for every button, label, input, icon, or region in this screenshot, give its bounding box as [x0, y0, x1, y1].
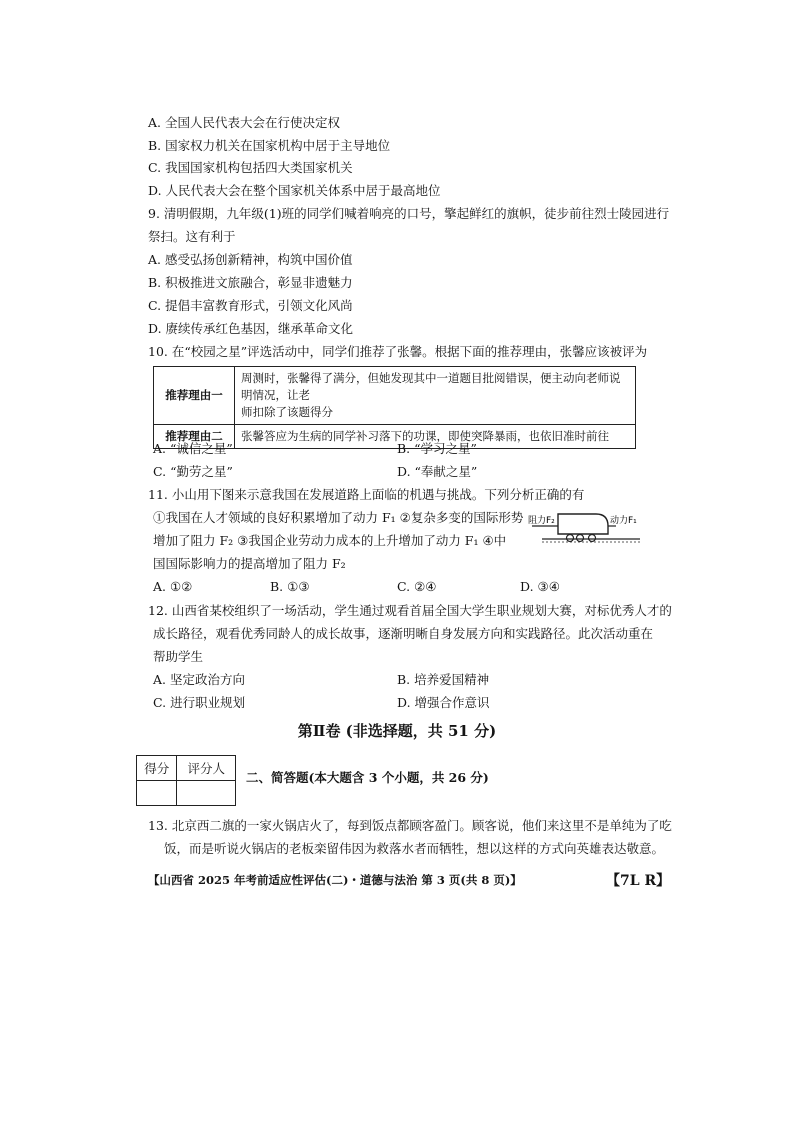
score-cell	[137, 781, 177, 806]
q12-stem-line3: 帮助学生	[153, 649, 204, 664]
q12-option-c: C. 进行职业规划	[153, 695, 246, 710]
q9-stem-line2: 祭扫。这有利于	[148, 229, 236, 244]
q12-stem-line1: 12. 山西省某校组织了一场活动，学生通过观看首届全国大学生职业规划大赛，对标优秀人才的	[148, 603, 672, 618]
q9-option-b: B. 积极推进文旅融合，彰显非遗魅力	[148, 275, 353, 290]
page-footer: 【山西省 2025 年考前适应性评估(二)・道德与法治 第 3 页(共 8 页)】	[148, 873, 522, 887]
q11-option-c: C. ②④	[397, 579, 437, 594]
q9-stem-line1: 9. 清明假期，九年级(1)班的同学们喊着响亮的口号，擎起鲜红的旗帜，徒步前往烈士陵园进行	[148, 206, 670, 221]
q11-statement-line1: ①我国在人才领域的良好积累增加了动力 F₁ ②复杂多变的国际形势	[153, 510, 524, 525]
q9-option-c: C. 提倡丰富教育形式，引领文化风尚	[148, 298, 353, 313]
q11-stem: 11. 小山用下图来示意我国在发展道路上面临的机遇与挑战。下列分析正确的有	[148, 487, 585, 502]
reason1-line1: 周测时，张馨得了满分，但她发现其中一道题目批阅错误，便主动向老师说明情况，让老	[241, 371, 621, 402]
q13-line2: 饭，而是听说火锅店的老板栾留伟因为救落水者而牺牲，想以这样的方式向英雄表达敬意。	[164, 841, 665, 856]
grader-header: 评分人	[177, 756, 236, 781]
q8-option-c: C. 我国国家机构包括四大类国家机关	[148, 160, 353, 175]
q8-option-d: D. 人民代表大会在整个国家机关体系中居于最高地位	[148, 183, 441, 198]
q11-option-d: D. ③④	[520, 579, 560, 594]
q12-stem-line2: 成长路径，观看优秀同龄人的成长故事，逐渐明晰自身发展方向和实践路径。此次活动重在	[153, 626, 654, 641]
score-table	[136, 755, 236, 806]
reason1-text	[235, 367, 636, 425]
q12-option-b: B. 培养爱国精神	[397, 672, 490, 687]
q10-reason-table	[153, 366, 636, 449]
paper-code: 【7L R】	[606, 873, 671, 889]
q10-option-c: C. “勤劳之星”	[153, 464, 233, 479]
resistance-label: 阻力F₂	[528, 516, 555, 526]
reason2-label: 推荐理由二	[154, 425, 235, 449]
reason1-line2: 师扣除了该题得分	[241, 405, 333, 419]
q12-option-d: D. 增强合作意识	[397, 695, 490, 710]
q11-option-b: B. ①③	[270, 579, 310, 594]
q10-option-a: A. “诚信之星”	[153, 441, 233, 456]
reason2-text: 张馨答应为生病的同学补习落下的功课，即使突降暴雨，也依旧准时前往	[235, 425, 636, 449]
reason1-label: 推荐理由一	[154, 367, 235, 425]
section-2-title: 第Ⅱ卷 (非选择题，共 51 分)	[297, 722, 497, 740]
q10-option-b: B. “学习之星”	[397, 441, 477, 456]
q11-option-a: A. ①②	[153, 579, 193, 594]
driving-label: 动力F₁	[610, 516, 637, 526]
force-diagram	[528, 508, 643, 548]
q11-statement-line2: 增加了阻力 F₂ ③我国企业劳动力成本的上升增加了动力 F₁ ④中	[153, 533, 507, 548]
q8-option-b: B. 国家权力机关在国家机构中居于主导地位	[148, 138, 391, 153]
q9-option-a: A. 感受弘扬创新精神，构筑中国价值	[148, 252, 353, 267]
q10-option-d: D. “奉献之星”	[397, 464, 478, 479]
q8-option-a: A. 全国人民代表大会在行使决定权	[148, 115, 340, 130]
grader-cell	[177, 781, 236, 806]
q10-stem: 10. 在“校园之星”评选活动中，同学们推荐了张馨。根据下面的推荐理由，张馨应该被评为	[148, 344, 648, 359]
q11-statement-line3: 国国际影响力的提高增加了阻力 F₂	[153, 556, 346, 571]
q12-option-a: A. 坚定政治方向	[153, 672, 245, 687]
score-header: 得分	[137, 756, 177, 781]
q9-option-d: D. 赓续传承红色基因，继承革命文化	[148, 321, 354, 336]
q13-line1: 13. 北京西二旗的一家火锅店火了，每到饭点都顾客盈门。顾客说，他们来这里不是单纯为了吃	[148, 818, 672, 833]
part-2-heading: 二、简答题(本大题含 3 个小题，共 26 分)	[246, 770, 489, 785]
